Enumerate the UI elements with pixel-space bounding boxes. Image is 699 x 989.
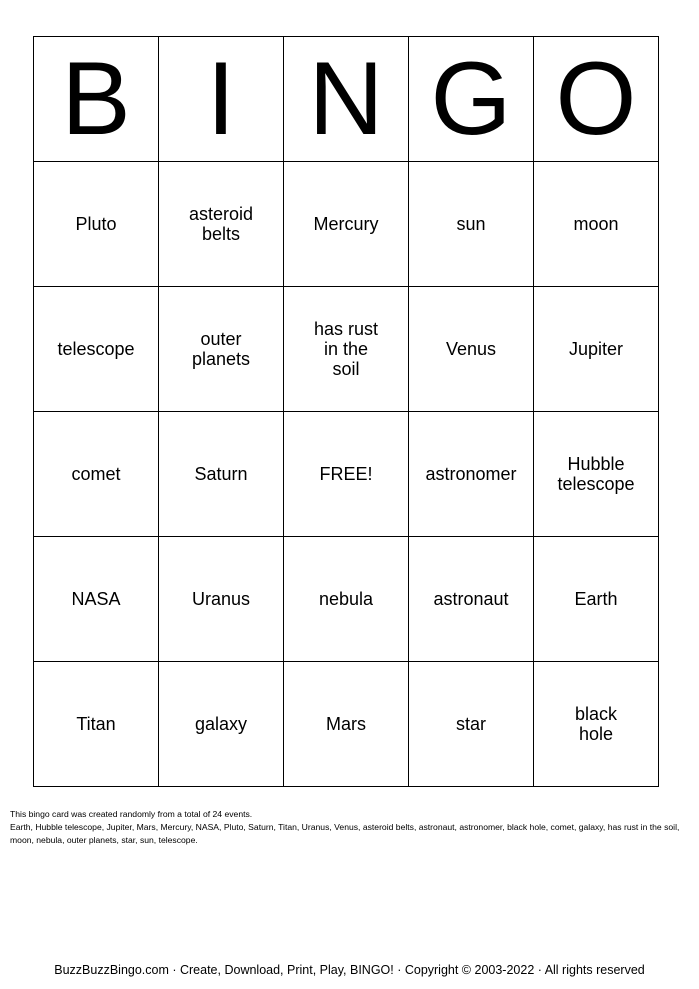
cell-text: Venus: [445, 339, 497, 359]
bingo-cell: [159, 162, 284, 287]
cell-text: telescope: [57, 339, 135, 359]
bingo-cell: [409, 412, 534, 537]
bingo-row: [34, 287, 659, 412]
card-info: [10, 808, 690, 847]
cell-text: asteroid belts: [188, 204, 254, 244]
cell-text: Uranus: [191, 589, 251, 609]
bingo-cell: [34, 662, 159, 787]
header-letter-i: I: [159, 37, 284, 162]
bingo-cell: [284, 287, 409, 412]
bingo-cell: [34, 287, 159, 412]
header-letter-o: O: [534, 37, 659, 162]
cell-text: Pluto: [75, 214, 117, 234]
bingo-cell: [534, 287, 659, 412]
bingo-cell: [284, 162, 409, 287]
bingo-cell: [34, 537, 159, 662]
cell-text: sun: [456, 214, 486, 234]
cell-text: astronaut: [433, 589, 509, 609]
cell-text: Mars: [326, 714, 366, 734]
cell-text: NASA: [71, 589, 121, 609]
cell-text: galaxy: [194, 714, 248, 734]
bingo-cell: [409, 287, 534, 412]
bingo-cell: [534, 162, 659, 287]
bingo-row: [34, 537, 659, 662]
cell-text: Saturn: [194, 464, 248, 484]
header-letter-g: G: [409, 37, 534, 162]
bingo-row: [34, 662, 659, 787]
bingo-cell: [409, 162, 534, 287]
cell-text: Titan: [76, 714, 116, 734]
free-space-cell: [284, 412, 409, 537]
cell-text: Mercury: [313, 214, 379, 234]
bingo-cell: [159, 287, 284, 412]
bingo-cell: [409, 537, 534, 662]
header-letter-b: B: [34, 37, 159, 162]
bingo-cell: [534, 662, 659, 787]
cell-text: astronomer: [425, 464, 517, 484]
cell-text: FREE!: [319, 464, 373, 484]
cell-text: outer planets: [191, 329, 251, 369]
cell-text: has rust in the soil: [313, 319, 379, 379]
cell-text: Earth: [574, 589, 618, 609]
page-footer: BuzzBuzzBingo.com · Create, Download, Print, Play, BINGO! · Copyright © 2003-2022 · All rights reserved: [54, 963, 645, 977]
bingo-header-row: [34, 37, 659, 162]
bingo-cell: [159, 412, 284, 537]
cell-text: comet: [71, 464, 121, 484]
cell-text: nebula: [318, 589, 374, 609]
bingo-cell: [34, 412, 159, 537]
info-summary: This bingo card was created randomly from a total of 24 events.: [10, 809, 253, 819]
bingo-cell: [34, 162, 159, 287]
bingo-cell: [284, 537, 409, 662]
cell-text: moon: [573, 214, 619, 234]
bingo-cell: [159, 537, 284, 662]
bingo-cell: [534, 537, 659, 662]
bingo-row: [34, 412, 659, 537]
bingo-cell: [159, 662, 284, 787]
header-letter-n: N: [284, 37, 409, 162]
cell-text: star: [455, 714, 486, 734]
bingo-card: [33, 36, 659, 787]
info-word-list: Earth, Hubble telescope, Jupiter, Mars, Mercury, NASA, Pluto, Saturn, Titan, Uranus, Venus, asteroid belts, astronaut, astronomer, black hole, comet, galaxy, has rust in the soil, moon, nebula, outer planets, star, sun, telescope.: [10, 822, 680, 845]
cell-text: black hole: [574, 704, 618, 744]
bingo-cell: [534, 412, 659, 537]
bingo-cell: [409, 662, 534, 787]
bingo-row: [34, 162, 659, 287]
cell-text: Jupiter: [568, 339, 624, 359]
bingo-cell: [284, 662, 409, 787]
cell-text: Hubble telescope: [557, 454, 635, 494]
